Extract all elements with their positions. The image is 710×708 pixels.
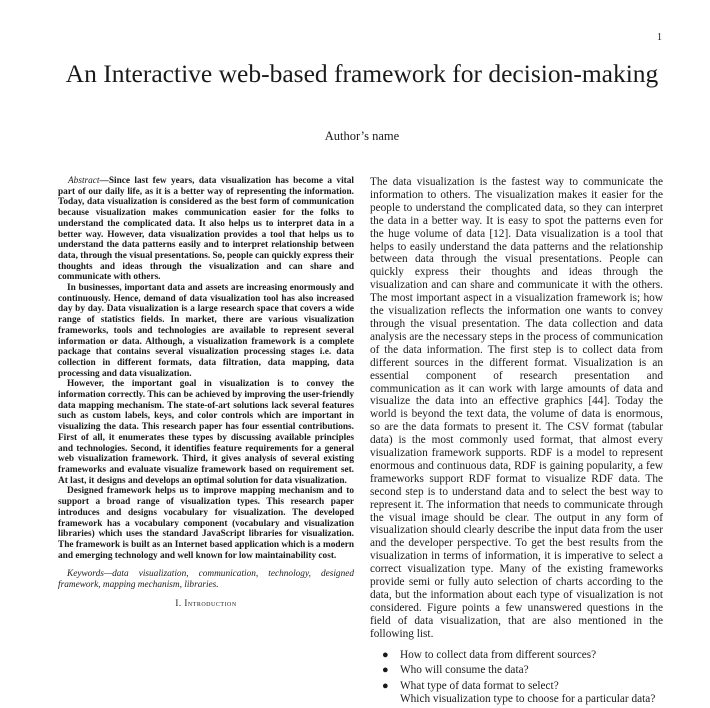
page-number: 1 [657, 32, 662, 43]
left-column [58, 176, 354, 608]
bullet-icon: ● [382, 679, 389, 692]
abstract-paragraph-2: In businesses, important data and assets are increasing enormously and continuously. Hence, demand of data visualization tool has also increased day by day. Data visualization is a large research space that covers a wide range of statistics fields. In market, there are various visualization frameworks, tools and technologies are available to represent several information or data. Although, a visualization framework is a complete package that contains several visualization processing stages i.e. data collection in different formats, data filtration, data mapping, data processing and data visualization. [58, 283, 354, 379]
list-item [370, 664, 663, 677]
list-item [370, 680, 663, 706]
list-item [370, 649, 663, 662]
abstract-paragraph-3: However, the important goal in visualization is to convey the information correctly. This can be achieved by improving the user-friendly data mapping mechanism. The state-of-art solutions lack several features such as custom labels, keys, and color controls which are important in visualizing the data. This research paper has four essential contributions. First of all, it enumerates these types by discussing available principles and technologies. Second, it identifies feature requirements for a general web visualization framework. Third, it gives analysis of several existing frameworks and evaluate visualize framework based on requirement set. At last, it designs and develops an optimal solution for data visualization. [58, 379, 354, 486]
abstract-label: Abstract [68, 176, 100, 186]
author-name: Author’s name [324, 129, 400, 143]
abstract-text: —Since last few years, data visualization has become a vital part of our daily life, as it is a better way of representing the information. Today, data visualization is considered as the best form of communication because visualization makes communication easier for the folks to understand the complicated data. It also helps us to interpret data in a better way. However, data visualization provides a tool that helps us to understand the data patterns easily and to interpret relationship between data, through the visual presentations. So, people can quickly express their thoughts and ideas through the visualization and can share and communicate with others. [58, 176, 354, 283]
keywords-text: —data visualization, communication, technology, designed framework, mapping mechanism, libraries. [58, 569, 354, 591]
list-item-text: Who will consume the data? [400, 664, 529, 677]
section-heading: I. Introduction [175, 597, 237, 608]
list-item-text: Which visualization type to choose for a particular data? [400, 692, 656, 705]
list-item-text: How to collect data from different sources? [400, 648, 597, 661]
paper-title: An Interactive web-based framework for decision-making [65, 59, 659, 88]
question-list [370, 649, 663, 706]
keywords-paragraph [58, 569, 354, 590]
keywords-label: Keywords [67, 569, 104, 580]
bullet-icon: ● [382, 648, 389, 661]
abstract-paragraph [58, 176, 354, 283]
abstract-paragraph-4: Designed framework helps us to improve mapping mechanism and to support a broad range of visualization types. This research paper introduces and designs vocabulary for visualization. The developed framework has a vocabulary component (vocabulary and visualization libraries) which uses the standard JavaScript libraries for visualization. The framework is built as an Internet based application which is a modern and emerging technology and well known for low maintainability cost. [58, 486, 354, 561]
list-item-text: What type of data format to select? [400, 679, 559, 692]
bullet-icon: ● [382, 664, 389, 677]
right-column [370, 176, 663, 708]
intro-paragraph: The data visualization is the fastest way to communicate the information to others. The visualization makes it easier for the people to understand the complicated data, so they can interpret the data in a better way. It is easy to spot the patterns even for the huge volume of data [12]. Data visualization is a tool that helps to easily understand the data patterns and the relationship between data through the visual presentations. People can quickly express their thoughts and ideas through the visualization and can share and communicate it with the others. The most important aspect in a visualization framework is; how the visualization reflects the information one wants to convey through the visual presentation. The data collection and data analysis are the necessary steps in the process of communication of the data information. The first step is to collect data from different sources in the different format. Visualization is an essential component of research presentation and communication as it can work with large amounts of data and visualize the data into an effective graphics [44]. Today the world is beyond the text data, the volume of data is enormous, so are the data formats to present it. The CSV format (tabular data) is the most commonly used format, that almost every visualization framework supports. RDF is a model to represent enormous and continuous data, RDF is gaining popularity, a few frameworks support RDF format to visualize RDF data. The second step is to understand data and to select the best way to represent it. The information that needs to communicate through the visual image should be clear. The output in any form of visualization should clearly describe the input data from the user and the developer perspective. To get the best results from the visualization in terms of information, it is imperative to select a correct visualization type. Many of the existing frameworks provide semi or fully auto selection of charts according to the data, but the information about each type of visualization is not considered. Figure points a few unanswered questions in the field of data visualization, that are also mentioned in the following list. [370, 176, 663, 640]
